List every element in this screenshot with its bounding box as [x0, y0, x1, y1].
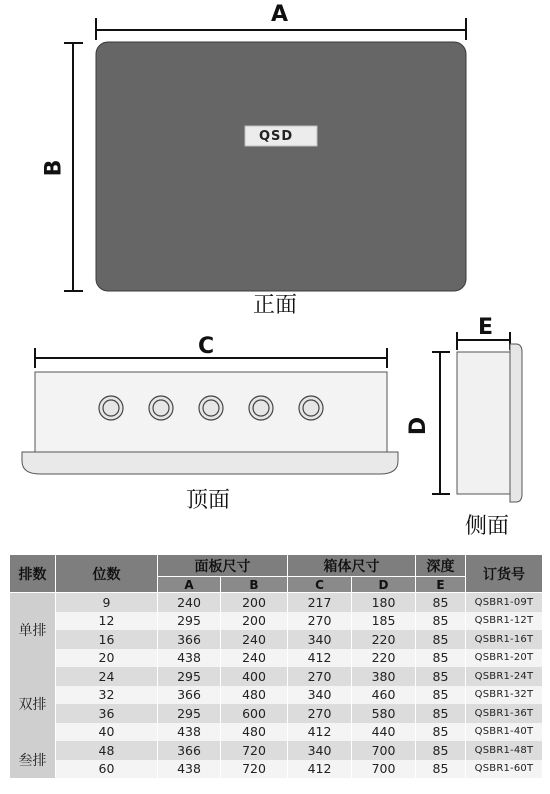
- spec-table: [9, 554, 543, 778]
- table-row: [10, 704, 543, 723]
- cell-a: 438: [158, 760, 221, 779]
- cell-code: QSBR1-09T: [466, 593, 543, 612]
- row-group-label: 叁排: [10, 741, 56, 778]
- cell-d: 440: [352, 723, 416, 742]
- cell-c: 412: [288, 649, 352, 668]
- cell-b: 480: [221, 686, 288, 705]
- cell-b: 720: [221, 741, 288, 760]
- cell-d: 380: [352, 667, 416, 686]
- front-caption: 正面: [253, 293, 298, 318]
- spec-table-body: [10, 593, 543, 779]
- top-base-flange: [22, 452, 398, 474]
- cell-a: 240: [158, 593, 221, 612]
- cell-code: QSBR1-12T: [466, 612, 543, 631]
- cell-c: 217: [288, 593, 352, 612]
- cell-a: 366: [158, 630, 221, 649]
- cell-e: 85: [416, 760, 466, 779]
- top-caption: 顶面: [186, 488, 231, 513]
- cell-b: 400: [221, 667, 288, 686]
- side-caption: 侧面: [465, 514, 510, 539]
- cell-d: 700: [352, 760, 416, 779]
- table-row: [10, 723, 543, 742]
- label-e: E: [478, 315, 494, 340]
- cell-c: 270: [288, 612, 352, 631]
- cell-a: 438: [158, 649, 221, 668]
- cell-d: 580: [352, 704, 416, 723]
- cell-a: 438: [158, 723, 221, 742]
- cell-e: 85: [416, 686, 466, 705]
- cell-a: 295: [158, 704, 221, 723]
- header-panel-size: 面板尺寸: [158, 555, 288, 577]
- header-depth: 深度: [416, 555, 466, 577]
- header-sub-e: E: [416, 577, 466, 593]
- cell-c: 412: [288, 723, 352, 742]
- cell-pos: 16: [56, 630, 158, 649]
- table-row: [10, 686, 543, 705]
- table-row: [10, 760, 543, 779]
- front-view-drawing: [0, 0, 550, 330]
- cell-a: 295: [158, 612, 221, 631]
- table-row: [10, 612, 543, 631]
- cell-d: 220: [352, 630, 416, 649]
- cell-b: 720: [221, 760, 288, 779]
- side-view-drawing: [406, 310, 550, 510]
- cell-c: 270: [288, 667, 352, 686]
- cell-e: 85: [416, 667, 466, 686]
- cell-e: 85: [416, 630, 466, 649]
- cell-d: 220: [352, 649, 416, 668]
- side-panel-edge: [510, 344, 522, 502]
- label-c: C: [198, 334, 215, 359]
- cell-pos: 48: [56, 741, 158, 760]
- cell-c: 412: [288, 760, 352, 779]
- qsd-logo: QSD: [259, 129, 294, 144]
- cell-b: 200: [221, 612, 288, 631]
- label-a: A: [271, 2, 289, 27]
- cell-d: 180: [352, 593, 416, 612]
- cell-b: 600: [221, 704, 288, 723]
- cell-code: QSBR1-40T: [466, 723, 543, 742]
- table-row: [10, 741, 543, 760]
- cell-pos: 9: [56, 593, 158, 612]
- cell-code: QSBR1-24T: [466, 667, 543, 686]
- cell-a: 295: [158, 667, 221, 686]
- cell-a: 366: [158, 741, 221, 760]
- header-positions: 位数: [56, 555, 158, 593]
- cell-pos: 60: [56, 760, 158, 779]
- cell-code: QSBR1-48T: [466, 741, 543, 760]
- cell-c: 340: [288, 630, 352, 649]
- cell-b: 240: [221, 649, 288, 668]
- front-panel: [96, 42, 466, 291]
- header-sub-c: C: [288, 577, 352, 593]
- cell-c: 270: [288, 704, 352, 723]
- side-box-body: [457, 352, 510, 494]
- row-group-label: 双排: [10, 667, 56, 741]
- cell-b: 480: [221, 723, 288, 742]
- cell-pos: 20: [56, 649, 158, 668]
- cell-code: QSBR1-16T: [466, 630, 543, 649]
- cell-code: QSBR1-36T: [466, 704, 543, 723]
- cell-e: 85: [416, 593, 466, 612]
- cell-e: 85: [416, 704, 466, 723]
- cell-e: 85: [416, 741, 466, 760]
- cell-b: 200: [221, 593, 288, 612]
- cell-code: QSBR1-60T: [466, 760, 543, 779]
- cell-e: 85: [416, 649, 466, 668]
- table-row: [10, 630, 543, 649]
- label-d: D: [406, 416, 432, 436]
- row-group-label: 单排: [10, 593, 56, 668]
- cell-e: 85: [416, 723, 466, 742]
- cell-b: 240: [221, 630, 288, 649]
- cell-pos: 36: [56, 704, 158, 723]
- cell-code: QSBR1-32T: [466, 686, 543, 705]
- cell-pos: 12: [56, 612, 158, 631]
- table-row: [10, 649, 543, 668]
- header-box-size: 箱体尺寸: [288, 555, 416, 577]
- table-row: [10, 667, 543, 686]
- label-b: B: [41, 159, 67, 177]
- header-sub-b: B: [221, 577, 288, 593]
- header-rows: 排数: [10, 555, 56, 593]
- cell-pos: 24: [56, 667, 158, 686]
- cell-a: 366: [158, 686, 221, 705]
- cell-e: 85: [416, 612, 466, 631]
- cell-pos: 32: [56, 686, 158, 705]
- dimension-d-line: [432, 352, 450, 494]
- dimension-b-line: [64, 43, 83, 291]
- header-order-number: 订货号: [466, 555, 543, 593]
- cell-d: 185: [352, 612, 416, 631]
- cell-d: 700: [352, 741, 416, 760]
- cell-c: 340: [288, 686, 352, 705]
- cell-code: QSBR1-20T: [466, 649, 543, 668]
- header-sub-d: D: [352, 577, 416, 593]
- cell-pos: 40: [56, 723, 158, 742]
- cell-c: 340: [288, 741, 352, 760]
- table-row: [10, 593, 543, 612]
- header-sub-a: A: [158, 577, 221, 593]
- cell-d: 460: [352, 686, 416, 705]
